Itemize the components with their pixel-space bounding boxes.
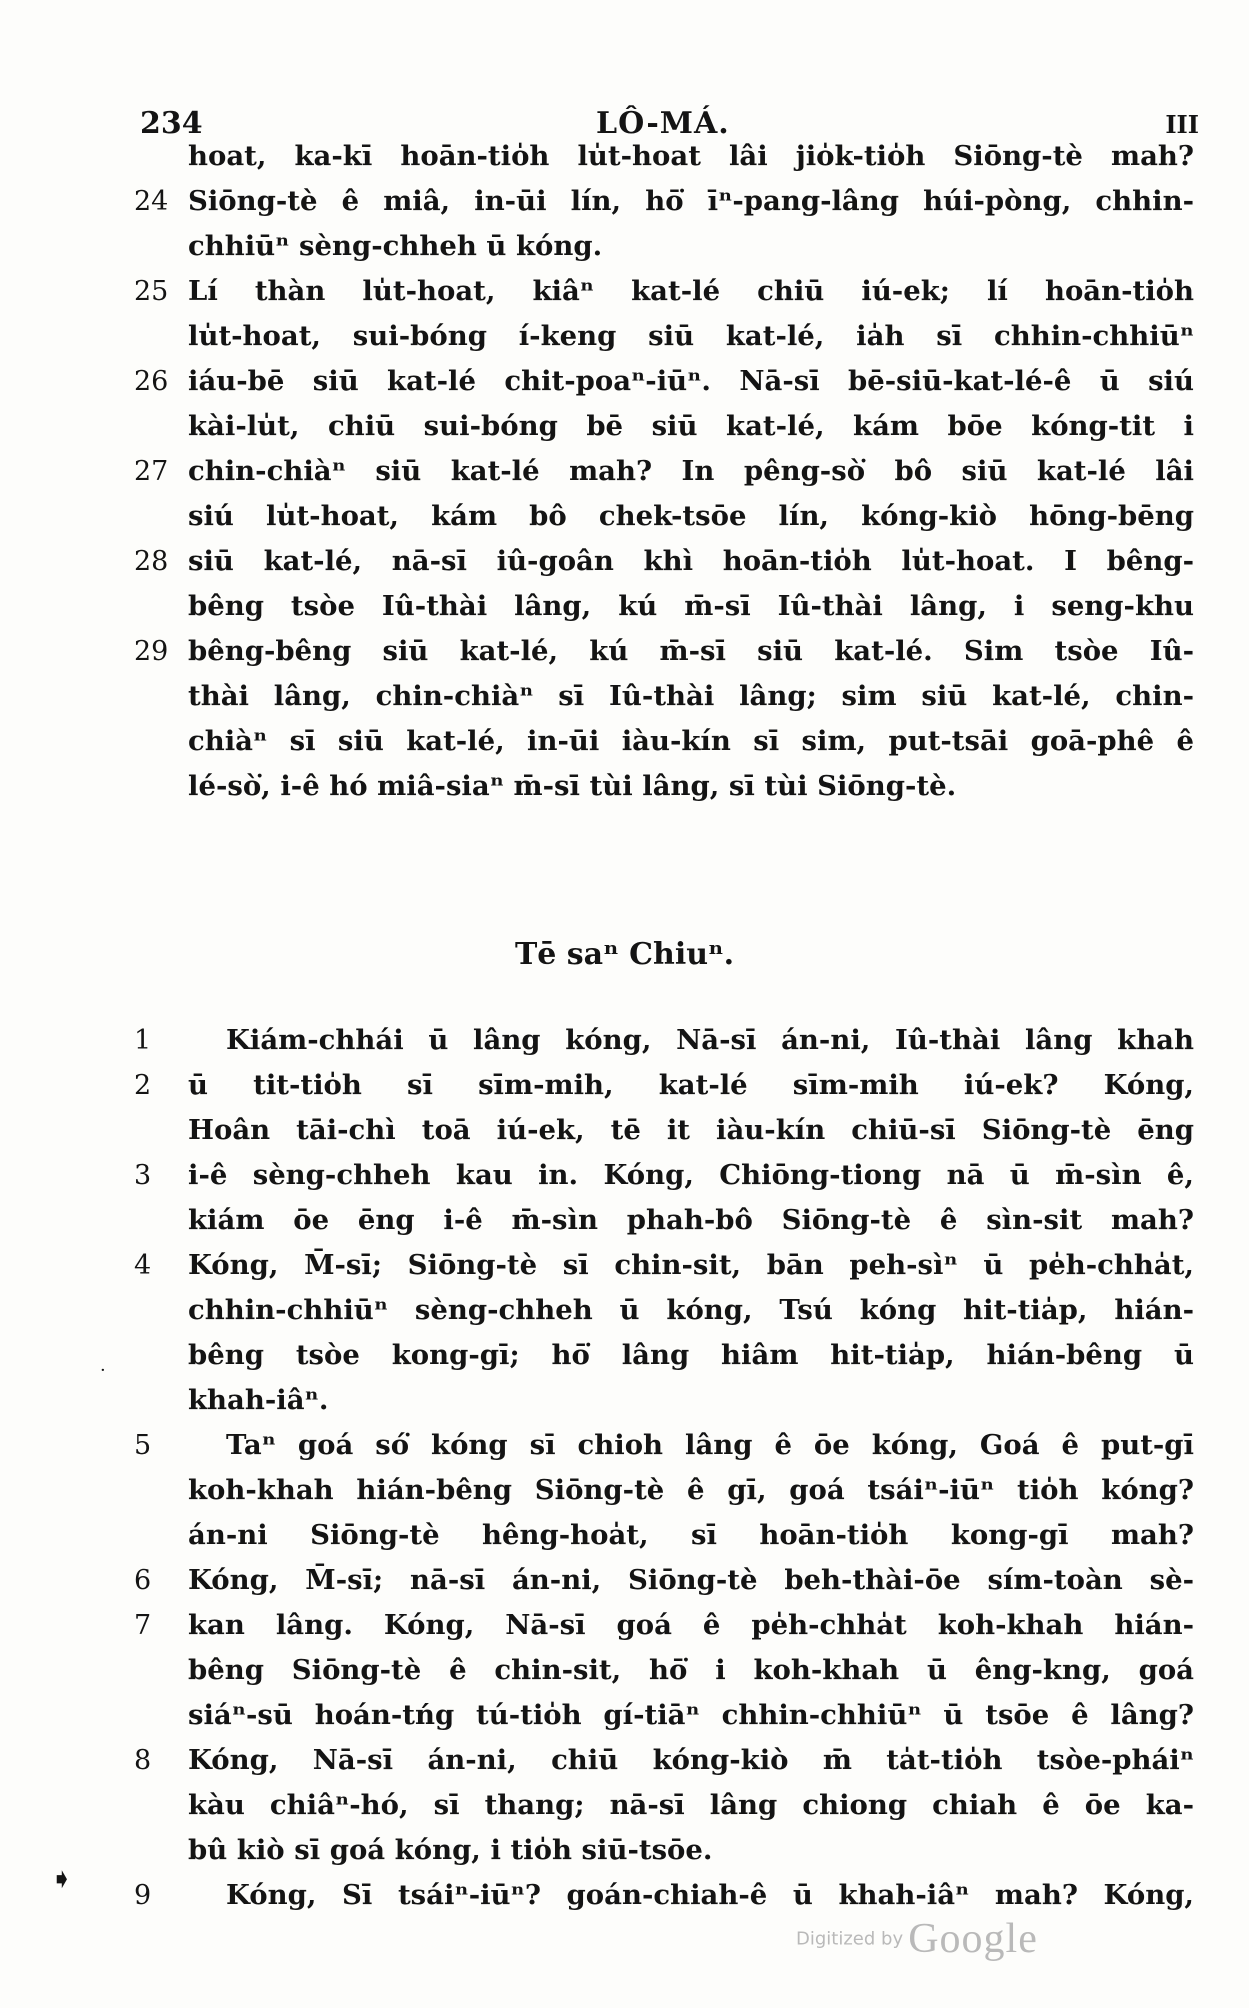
- text-line: [0, 1828, 1249, 1873]
- line-text: Kiám-chhái ū lâng kóng, Nā-sī án-ni, Iû-thài lâng khah: [226, 1024, 1194, 1056]
- text-line: [0, 1513, 1249, 1558]
- line-text: thài lâng, chin-chiàⁿ sī Iû-thài lâng; sim siū kat-lé, chin-: [188, 680, 1194, 712]
- page-number: 234: [140, 106, 203, 141]
- text-line: [0, 269, 1249, 314]
- line-text: chin-chiàⁿ siū kat-lé mah? In pêng-sò͘ bô siū kat-lé lâi: [188, 455, 1194, 487]
- verse-number: 29: [134, 636, 169, 667]
- verse-number: 24: [134, 186, 169, 217]
- text-line: [0, 404, 1249, 449]
- text-line: [0, 1693, 1249, 1738]
- line-text: lu̍t-hoat, sui-bóng í-keng siū kat-lé, ia̍h sī chhin-chhiūⁿ: [188, 320, 1194, 352]
- text-line: [0, 359, 1249, 404]
- digitized-watermark: [796, 1915, 1038, 1963]
- line-text: bû kiò sī goá kóng, i tio̍h siū-tsōe.: [188, 1834, 713, 1866]
- text-line: [0, 1423, 1249, 1468]
- line-text: chhiūⁿ sèng-chheh ū kóng.: [188, 230, 603, 262]
- verse-number: 26: [134, 366, 169, 397]
- line-text: ū tit-tio̍h sī sīm-mih, kat-lé sīm-mih iú-ek? Kóng,: [188, 1069, 1194, 1101]
- verse-number: 28: [134, 546, 169, 577]
- text-line: [0, 1738, 1249, 1783]
- line-text: kài-lu̍t, chiū sui-bóng bē siū kat-lé, kám bōe kóng-tit i: [188, 410, 1194, 442]
- text-line: [0, 1153, 1249, 1198]
- text-line: [0, 764, 1249, 809]
- line-text: hoat, ka-kī hoān-tio̍h lu̍t-hoat lâi jio̍k-tio̍h Siōng-tè mah?: [188, 140, 1194, 172]
- line-text: Kóng, Nā-sī án-ni, chiū kóng-kiò m̄ ta̍t-tio̍h tsòe-pháiⁿ: [188, 1744, 1194, 1776]
- watermark-small-text: Digitized by: [796, 1928, 904, 1950]
- line-text: Hoân tāi-chì toā iú-ek, tē it iàu-kín chiū-sī Siōng-tè ēng: [188, 1114, 1194, 1146]
- text-line: [0, 674, 1249, 719]
- line-text: Kóng, Sī tsáiⁿ-iūⁿ? goán-chiah-ê ū khah-iâⁿ mah? Kóng,: [226, 1879, 1194, 1911]
- text-line: [0, 1468, 1249, 1513]
- verse-number: 3: [134, 1160, 152, 1191]
- line-text: Siōng-tè ê miâ, in-ūi lín, hō͘ īⁿ-pang-lâng húi-pòng, chhin-: [188, 185, 1194, 217]
- text-line: [0, 179, 1249, 224]
- text-line: [0, 1378, 1249, 1423]
- text-line: [0, 539, 1249, 584]
- line-text: bêng tsòe kong-gī; hō͘ lâng hiâm hit-tia̍p, hián-bêng ū: [188, 1339, 1194, 1371]
- text-line: [0, 1648, 1249, 1693]
- margin-pointer-icon: ➧: [50, 1862, 74, 1895]
- margin-dot-icon: ·: [100, 1360, 106, 1381]
- text-line: [0, 1333, 1249, 1378]
- text-line: [0, 1108, 1249, 1153]
- text-line: [0, 494, 1249, 539]
- text-line: [0, 719, 1249, 764]
- text-line: [0, 1873, 1249, 1918]
- text-line: [0, 1603, 1249, 1648]
- verse-number: 6: [134, 1565, 152, 1596]
- line-text: kàu chiâⁿ-hó, sī thang; nā-sī lâng chiong chiah ê ōe ka-: [188, 1789, 1194, 1821]
- verse-number: 4: [134, 1250, 152, 1281]
- line-text: koh-khah hián-bêng Siōng-tè ê gī, goá tsáiⁿ-iūⁿ tio̍h kóng?: [188, 1474, 1194, 1506]
- line-text: bêng Siōng-tè ê chin-sit, hō͘ i koh-khah ū êng-kng, goá: [188, 1654, 1194, 1686]
- line-text: Taⁿ goá só͘ kóng sī chioh lâng ê ōe kóng, Goá ê put-gī: [226, 1429, 1194, 1461]
- verse-number: 27: [134, 456, 169, 487]
- text-line: [0, 224, 1249, 269]
- verse-number: 5: [134, 1430, 152, 1461]
- text-line: [0, 1288, 1249, 1333]
- line-text: lé-sò͘, i-ê hó miâ-siaⁿ m̄-sī tùi lâng, sī tùi Siōng-tè.: [188, 770, 957, 802]
- verse-number: 2: [134, 1070, 152, 1101]
- text-line: [0, 449, 1249, 494]
- text-line: [0, 1243, 1249, 1288]
- text-line: [0, 629, 1249, 674]
- chapter-number: III: [1165, 110, 1199, 139]
- text-block-chapter-2-end: [0, 134, 1249, 809]
- line-text: chiàⁿ sī siū kat-lé, in-ūi iàu-kín sī sim, put-tsāi goā-phê ê: [188, 725, 1194, 757]
- text-line: [0, 1558, 1249, 1603]
- text-line: [0, 584, 1249, 629]
- google-logo: Google: [908, 1916, 1038, 1962]
- line-text: siú lu̍t-hoat, kám bô chek-tsōe lín, kóng-kiò hōng-bēng: [188, 500, 1194, 532]
- line-text: chhin-chhiūⁿ sèng-chheh ū kóng, Tsú kóng hit-tia̍p, hián-: [188, 1294, 1194, 1326]
- line-text: siū kat-lé, nā-sī iû-goân khì hoān-tio̍h lu̍t-hoat. I bêng-: [188, 545, 1194, 577]
- text-line: [0, 1783, 1249, 1828]
- line-text: bêng tsòe Iû-thài lâng, kú m̄-sī Iû-thài lâng, i seng-khu: [188, 590, 1194, 622]
- running-title: LÔ-MÁ.: [596, 106, 730, 141]
- verse-number: 9: [134, 1880, 152, 1911]
- verse-number: 25: [134, 276, 169, 307]
- line-text: kiám ōe ēng i-ê m̄-sìn phah-bô Siōng-tè ê sìn-sit mah?: [188, 1204, 1194, 1236]
- line-text: siáⁿ-sū hoán-tńg tú-tio̍h gí-tiāⁿ chhin-chhiūⁿ ū tsōe ê lâng?: [188, 1699, 1194, 1731]
- text-line: [0, 1198, 1249, 1243]
- text-line: [0, 1063, 1249, 1108]
- line-text: Lí thàn lu̍t-hoat, kiâⁿ kat-lé chiū iú-ek; lí hoān-tio̍h: [188, 275, 1194, 307]
- line-text: kan lâng. Kóng, Nā-sī goá ê pe̍h-chha̍t koh-khah hián-: [188, 1609, 1194, 1641]
- line-text: khah-iâⁿ.: [188, 1384, 329, 1416]
- line-text: iáu-bē siū kat-lé chit-poaⁿ-iūⁿ. Nā-sī bē-siū-kat-lé-ê ū siú: [188, 365, 1194, 397]
- text-block-chapter-3: [0, 1018, 1249, 1918]
- line-text: i-ê sèng-chheh kau in. Kóng, Chiōng-tiong nā ū m̄-sìn ê,: [188, 1159, 1194, 1191]
- verse-number: 7: [134, 1610, 152, 1641]
- line-text: bêng-bêng siū kat-lé, kú m̄-sī siū kat-lé. Sim tsòe Iû-: [188, 635, 1194, 667]
- section-title: Tē saⁿ Chiuⁿ.: [514, 937, 735, 972]
- line-text: Kóng, M̄-sī; Siōng-tè sī chin-sit, bān peh-sìⁿ ū pe̍h-chha̍t,: [188, 1249, 1194, 1281]
- text-line: [0, 314, 1249, 359]
- text-line: [0, 1018, 1249, 1063]
- verse-number: 1: [134, 1025, 152, 1056]
- line-text: Kóng, M̄-sī; nā-sī án-ni, Siōng-tè beh-thài-ōe sím-toàn sè-: [188, 1564, 1194, 1596]
- text-line: [0, 134, 1249, 179]
- line-text: án-ni Siōng-tè hêng-hoa̍t, sī hoān-tio̍h kong-gī mah?: [188, 1519, 1194, 1551]
- verse-number: 8: [134, 1745, 152, 1776]
